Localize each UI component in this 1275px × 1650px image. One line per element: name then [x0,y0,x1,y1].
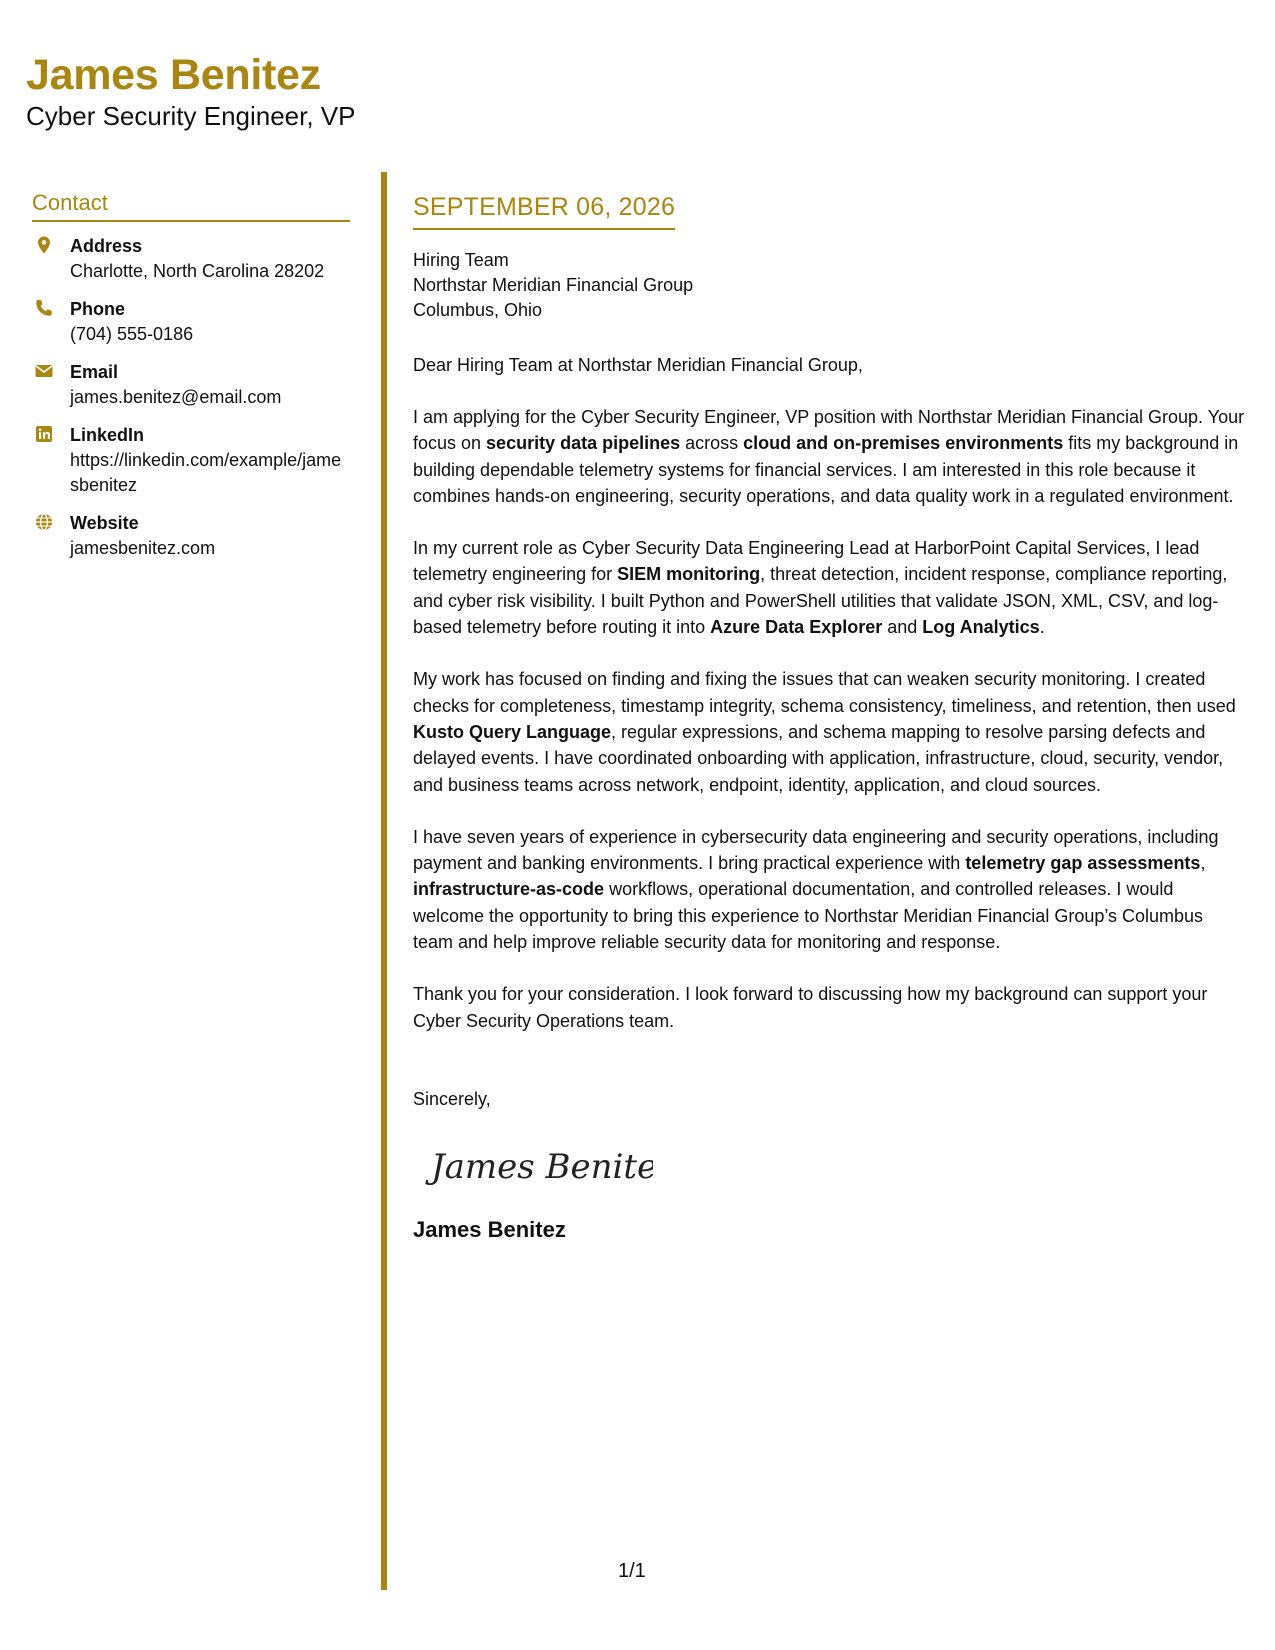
paragraph-4: I have seven years of experience in cybersecurity data engineering and security operations, including payment and banking environments. I bring practical experience with telemetry gap assessments, infrastructure-as-code workflows, operational documentation, and controlled releases. I would welcome the opportunity to bring this experience to Northstar Meridian Financial Group’s Columbus team and help improve reliable security data for monitoring and response. [413,826,1219,953]
closing: Sincerely, [413,1088,491,1109]
recipient-block [413,248,1248,323]
globe-icon [34,512,54,532]
contact-value-email[interactable]: james.benitez@email.com [70,387,282,407]
paragraph-1: I am applying for the Cyber Security Engineer, VP position with Northstar Meridian Financial Group. Your focus on security data pipelines across cloud and on-premises environments fits my background in building dependable telemetry systems for financial services. I am interested in this role because it combines hands-on engineering, security operations, and data quality work in a regulated environment. [413,407,1245,506]
contact-item-linkedin [32,423,350,498]
header [26,50,356,132]
contact-value-address: Charlotte, North Carolina 28202 [70,261,325,281]
contact-label-address: Address [70,236,143,256]
phone-icon [34,298,54,318]
envelope-icon [34,361,54,381]
contact-label-phone: Phone [70,299,126,319]
contact-value-website[interactable]: jamesbenitez.com [70,538,216,558]
recipient-location: Columbus, Ohio [413,300,543,320]
contact-heading: Contact [32,188,350,222]
letter-body [413,190,1248,1245]
contact-value-phone: (704) 555-0186 [70,324,194,344]
contact-item-website [32,511,350,561]
vertical-divider [381,172,387,1590]
job-title: Cyber Security Engineer, VP [26,101,356,131]
contact-item-address [32,234,350,284]
contact-item-email [32,360,350,410]
contact-label-email: Email [70,362,119,382]
linkedin-icon [34,424,54,444]
salutation: Dear Hiring Team at Northstar Meridian Financial Group, [413,355,863,375]
signed-name: James Benitez [413,1216,566,1242]
contact-sidebar [32,188,350,574]
candidate-name: James Benitez [26,51,321,99]
contact-value-linkedin[interactable]: https://linkedin.com/example/jamesbenitez [70,450,342,495]
recipient-company: Northstar Meridian Financial Group [413,275,694,295]
paragraph-2: In my current role as Cyber Security Data Engineering Lead at HarborPoint Capital Services, I lead telemetry engineering for SIEM monitoring, threat detection, incident response, compliance reporting, and cyber risk visibility. I built Python and PowerShell utilities that validate JSON, XML, CSV, and log-based telemetry before routing it into Azure Data Explorer and Log Analytics. [413,538,1228,638]
paragraph-3: My work has focused on finding and fixing the issues that can weaken security monitoring. I created checks for completeness, timestamp integrity, schema consistency, timeliness, and retention, then used Kusto Query Language, regular expressions, and schema mapping to resolve parsing defects and delayed events. I have coordinated onboarding with application, infrastructure, cloud, security, vendor, and business teams across network, endpoint, identity, application, and cloud sources. [413,669,1236,795]
paragraph-5: Thank you for your consideration. I look forward to discussing how my background can support your Cyber Security Operations team. [413,984,1208,1031]
letter-date: SEPTEMBER 06, 2026 [413,190,675,230]
recipient-line: Hiring Team [413,250,509,270]
signature-image [413,1136,653,1196]
contact-label-linkedin: LinkedIn [70,425,145,445]
map-pin-icon [34,235,54,255]
page-number: 1/1 [618,1560,646,1582]
signature-text: James Benitez [431,1146,653,1187]
contact-label-website: Website [70,513,139,533]
contact-list [32,234,350,561]
contact-item-phone [32,297,350,347]
